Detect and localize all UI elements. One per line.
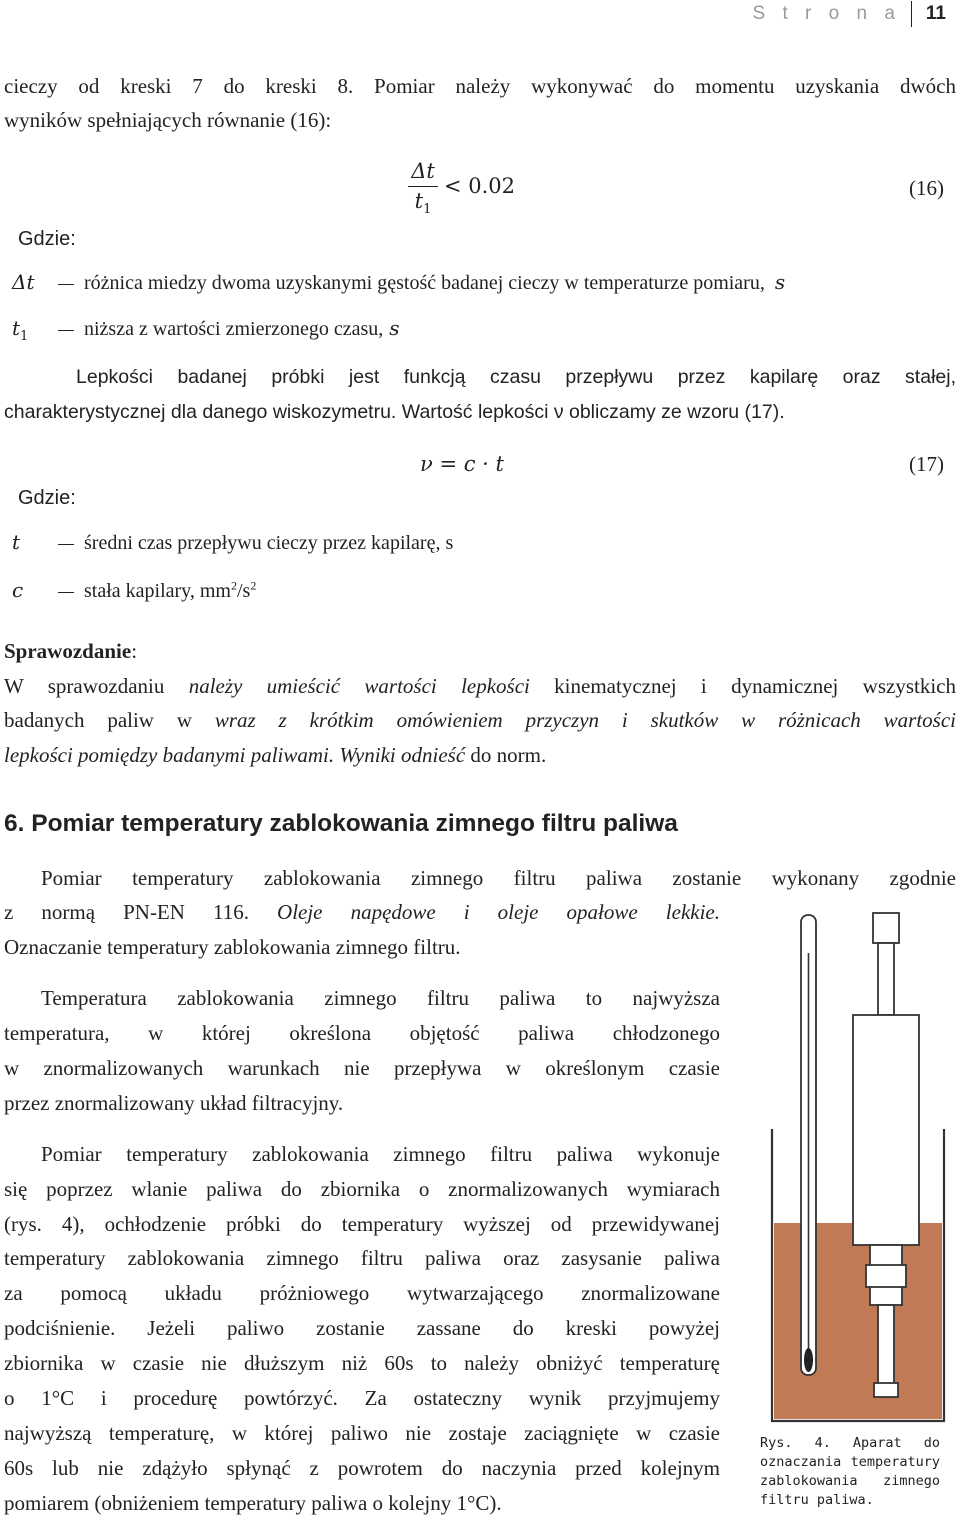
definition-text: różnica miedzy dwoma uzyskanymi gęstość badanej cieczy w temperaturze pomiaru, (84, 272, 765, 294)
filter-ring (866, 1265, 906, 1287)
report-heading-line: Sprawozdanie: (4, 639, 138, 663)
definition-dash (58, 544, 74, 545)
definition-row (12, 530, 453, 555)
paragraph-line: w znormalizowanych warunkach nie przepływa w określonym czasie (4, 1056, 720, 1080)
paragraph-line: Pomiar temperatury zablokowania zimnego filtru paliwa wykonuje (41, 1142, 720, 1166)
fraction-bar (408, 186, 438, 187)
definition-dash (58, 592, 74, 593)
definition-row (12, 270, 785, 295)
paragraph-line: Pomiar temperatury zablokowania zimnego filtru paliwa zostanie wykonany zgodnie (41, 866, 956, 890)
fraction-numerator: Δt (411, 159, 435, 183)
caption-line: filtru paliwa. (760, 1492, 874, 1508)
figure-caption (760, 1434, 940, 1510)
where-label: Gdzie: (18, 228, 76, 250)
equation-17-number: (17) (909, 452, 944, 476)
definition-text: stała kapilary, mm (84, 580, 231, 602)
cfpp-apparatus-figure (760, 905, 950, 1425)
definition-unit: s (774, 270, 786, 294)
definition-row: c stała kapilary, $mm^2/s^2$ (12, 578, 257, 602)
paragraph-line: o 1°C i procedurę powtórzyć. Za ostateczny wynik przyjmujemy (4, 1386, 720, 1410)
definition-text: średni czas przepływu cieczy przez kapilarę, s (84, 532, 454, 554)
paragraph-line: lepkości pomiędzy badanymi paliwami. Wyniki odnieść do norm. (4, 743, 547, 767)
paragraph-line: zbiornika w czasie nie dłuższym niż 60s to należy obniżyć temperaturę (4, 1351, 720, 1375)
paragraph-line: W sprawozdaniu należy umieścić wartości lepkości kinematycznej i dynamicznej wszystkich (4, 674, 956, 698)
paragraph-line: Oznaczanie temperatury zablokowania zimnego filtru. (4, 935, 461, 959)
section-title: 6. Pomiar temperatury zablokowania zimnego filtru paliwa (4, 810, 678, 837)
caption-line: Rys. 4. Aparat do (760, 1435, 940, 1451)
equation-16-fraction (408, 158, 438, 222)
fraction-denominator: $t_1$ (414, 189, 432, 218)
equation-17-formula: ν = c · t (420, 452, 504, 476)
definition-dash (58, 330, 74, 331)
caption-line: zablokowania zimnego (760, 1473, 940, 1489)
paragraph-line: podciśnienie. Jeżeli paliwo zostanie zassane do kreski powyżej (4, 1316, 720, 1340)
definition-dash (58, 284, 74, 285)
paragraph-line: przez znormalizowany układ filtracyjny. (4, 1091, 344, 1115)
paragraph-line: pomiarem (obniżeniem temperatury paliwa o kolejny 1°C). (4, 1491, 502, 1515)
thermometer-bulb (804, 1348, 813, 1372)
pipette-body (853, 1015, 919, 1245)
paragraph-line: najwyższą temperaturę, w której paliwo nie zostaje zaciągnięte w czasie (4, 1421, 720, 1445)
filter-tip (874, 1383, 898, 1397)
definition-symbol: $t_1$ (12, 316, 29, 344)
header-label: S t r o n a (752, 3, 901, 24)
paragraph-line: badanych paliw w wraz z krótkim omówieniem przyczyn i skutków w różnicach wartości (4, 708, 956, 732)
where-label: Gdzie: (18, 487, 76, 509)
definition-symbol: c (12, 578, 24, 602)
paragraph-line: Temperatura zablokowania zimnego filtru paliwa to najwyższa (41, 986, 720, 1010)
paragraph-line: 60s lub nie zdążyło spłynąć z powrotem do naczynia przed kolejnym (4, 1456, 720, 1480)
paragraph-line: temperatury zablokowania zimnego filtru paliwa oraz zasysanie paliwa (4, 1246, 720, 1270)
paragraph-line: cieczy od kreski 7 do kreski 8. Pomiar należy wykonywać do momentu uzyskania dwóch (4, 74, 956, 98)
paragraph-line: Lepkości badanej próbki jest funkcją czasu przepływu przez kapilarę oraz stałej, (76, 366, 956, 388)
pipette-neck (878, 943, 894, 1015)
definition-row (12, 316, 400, 344)
paragraph-line: za pomocą układu próżniowego wytwarzającego znormalizowane (4, 1281, 720, 1305)
equation-16-relation: < 0.02 (444, 174, 516, 198)
caption-line: oznaczania temperatury (760, 1454, 940, 1470)
filter-outlet (878, 1305, 894, 1385)
pipette-top (873, 913, 899, 943)
paragraph-line: z normą PN-EN 116. Oleje napędowe i oleje opałowe lekkie. (4, 900, 720, 924)
definition-text: niższa z wartości zmierzonego czasu, (84, 318, 384, 340)
page-number: 11 (925, 3, 946, 24)
fuel-level (774, 1223, 942, 1419)
page-header (753, 0, 960, 28)
report-heading: Sprawozdanie (4, 639, 132, 663)
paragraph-line: charakterystycznej dla danego wiskozymetru. Wartość lepkości ν obliczamy ze wzoru (17). (4, 401, 785, 423)
definition-symbol: t (12, 530, 21, 554)
equation-16-number: (16) (909, 176, 944, 200)
definition-symbol: Δt (12, 270, 35, 294)
paragraph-line: wyników spełniających równanie (16): (4, 108, 332, 132)
paragraph-line: temperatura, w której określona objętość paliwa chłodzonego (4, 1021, 720, 1045)
definition-unit: s (389, 316, 400, 340)
paragraph-line: (rys. 4), ochłodzenie próbki do temperatury wyższej od przewidywanej (4, 1212, 720, 1236)
paragraph-line: się poprzez wlanie paliwa do zbiornika o znormalizowanych wymiarach (4, 1177, 720, 1201)
